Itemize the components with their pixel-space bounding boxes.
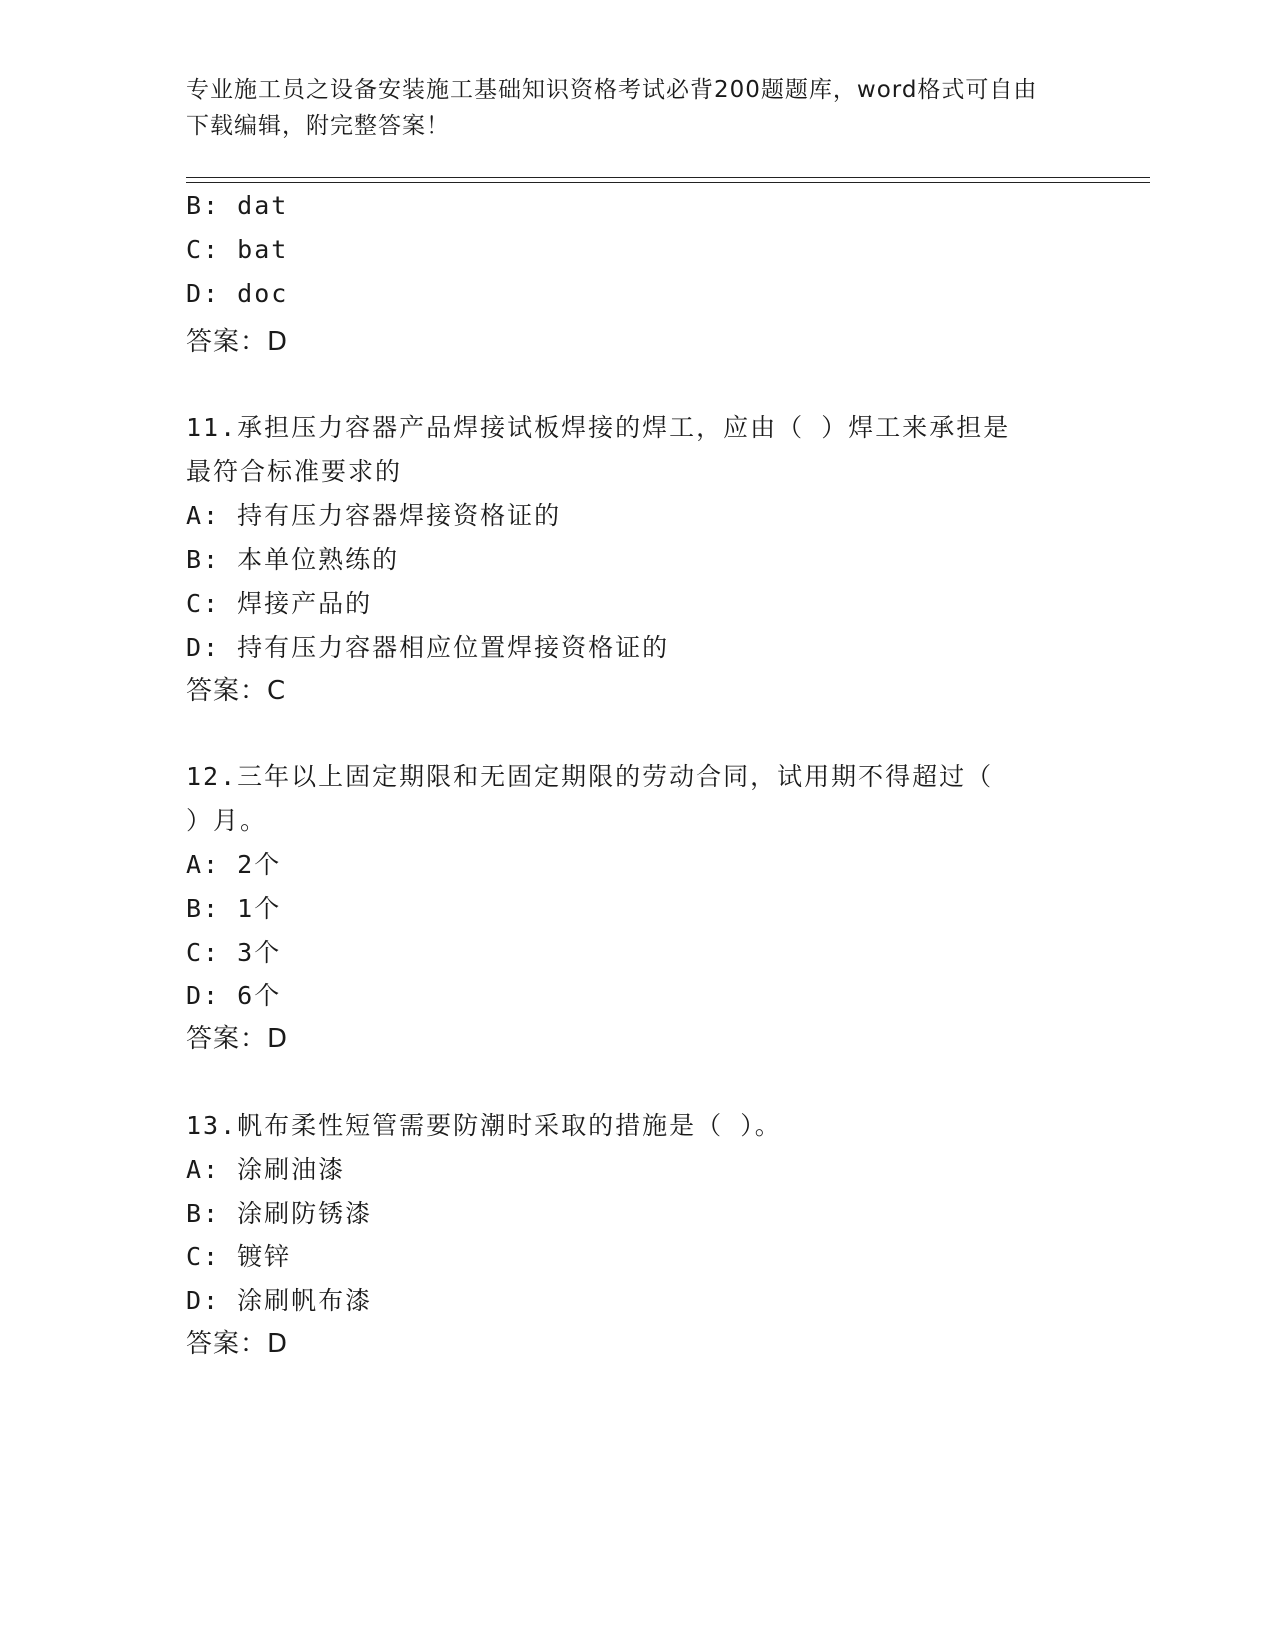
- header-divider-top: [186, 177, 1150, 178]
- q11-option-a: A: 持有压力容器焊接资格证的: [186, 501, 562, 530]
- q13-stem-line-1: 13.帆布柔性短管需要防潮时采取的措施是（ ）。: [186, 1111, 782, 1140]
- q12-stem-line-1: 12.三年以上固定期限和无固定期限的劳动合同，试用期不得超过（: [186, 762, 994, 791]
- q11-answer: 答案：C: [186, 676, 287, 706]
- q10-option-d: D: doc: [186, 279, 289, 308]
- q10-answer: 答案：D: [186, 327, 289, 357]
- q13-option-c: C: 镀锌: [186, 1242, 292, 1271]
- q10-option-b: B: dat: [186, 191, 289, 220]
- q11-stem-line-1: 11.承担压力容器产品焊接试板焊接的焊工，应由（ ）焊工来承担是: [186, 413, 1011, 442]
- header-divider-bottom: [186, 182, 1150, 183]
- q11-option-c: C: 焊接产品的: [186, 589, 373, 618]
- q11-option-b: B: 本单位熟练的: [186, 545, 400, 574]
- q12-option-d: D: 6个: [186, 981, 282, 1010]
- header-line-2: 下载编辑，附完整答案！: [186, 113, 450, 139]
- q12-option-c: C: 3个: [186, 938, 282, 967]
- q13-option-a: A: 涂刷油漆: [186, 1155, 346, 1184]
- q13-answer: 答案：D: [186, 1329, 289, 1359]
- document-header: [186, 72, 1066, 144]
- q13-option-b: B: 涂刷防锈漆: [186, 1199, 373, 1228]
- q12-answer: 答案：D: [186, 1024, 289, 1054]
- q12-option-b: B: 1个: [186, 894, 282, 923]
- q11-stem-line-2: 最符合标准要求的: [186, 457, 403, 486]
- q11-option-d: D: 持有压力容器相应位置焊接资格证的: [186, 633, 670, 662]
- q10-option-c: C: bat: [186, 235, 289, 264]
- q12-option-a: A: 2个: [186, 850, 282, 879]
- q13-option-d: D: 涂刷帆布漆: [186, 1286, 373, 1315]
- header-line-1: 专业施工员之设备安装施工基础知识资格考试必背200题题库，word格式可自由: [186, 77, 1038, 103]
- q12-stem-line-2: ）月。: [186, 806, 268, 835]
